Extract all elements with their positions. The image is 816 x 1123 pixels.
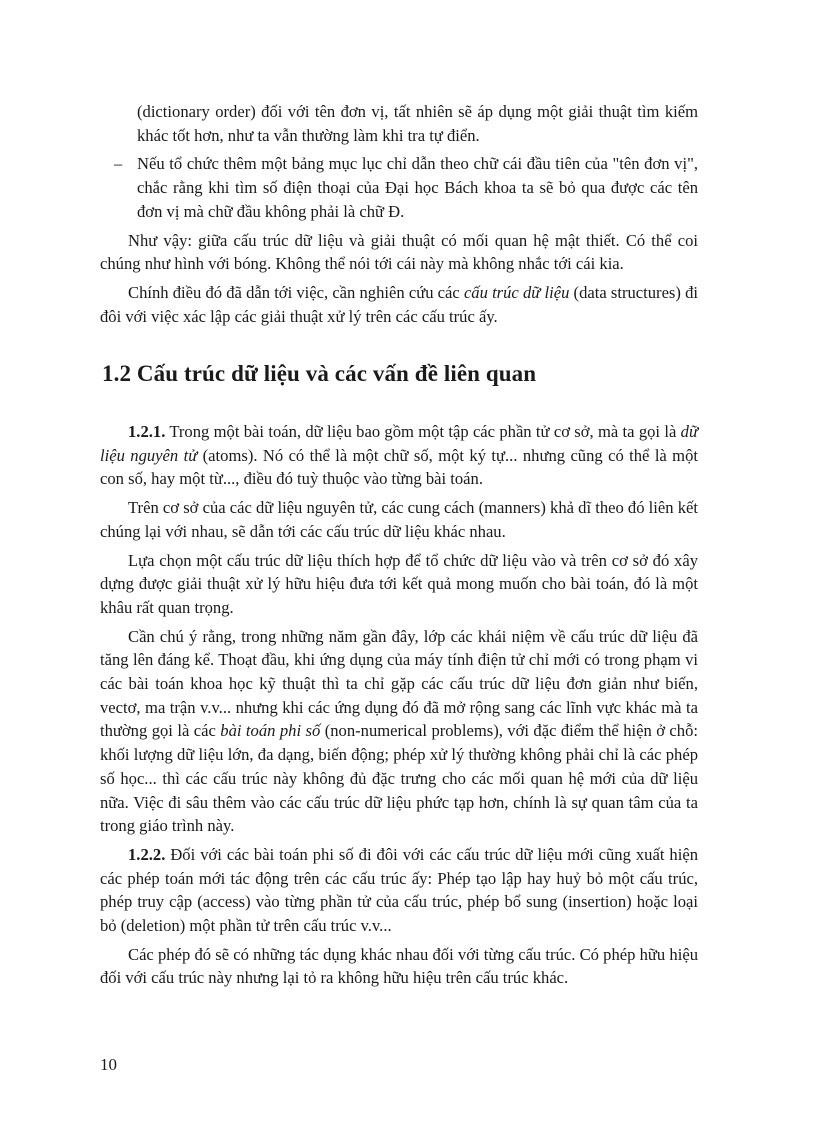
intro-block: [100, 100, 698, 328]
italic-term: bài toán phi số: [220, 721, 321, 741]
paragraph-1-2-2: 1.2.2. Đối với các bài toán phi số đi đôi với các cấu trúc dữ liệu mới cũng xuất hiện các phép toán mới tác động trên các cấu trúc ấy: Phép tạo lập hay huỷ bỏ một cấu trúc, phép truy cập (access) vào từng phần tử của cấu trúc, phép bổ sung (insertion) hoặc loại bỏ (deletion) một phần tử trên cấu trúc v.v...: [100, 844, 698, 936]
dash-bullet: –: [114, 154, 123, 174]
paragraph: Như vậy: giữa cấu trúc dữ liệu và giải thuật có mối quan hệ mật thiết. Có thể coi chúng như hình với bóng. Không thể nói tới cái này mà không nhắc tới cái kia.: [100, 230, 698, 274]
italic-term: cấu trúc dữ liệu: [463, 282, 570, 302]
list-item-text: Nếu tổ chức thêm một bảng mục lục chỉ dẫn theo chữ cái đầu tiên của "tên đơn vị", chắc rằng khi tìm số điện thoại của Đại học Bách khoa ta sẽ bỏ qua được các tên đơn vị mà chữ đầu không phải là chữ Đ.: [137, 154, 698, 221]
italic-term: dữ liệu nguyên tử: [100, 422, 698, 465]
item-number: 1.2.1.: [128, 422, 166, 441]
item-number: 1.2.2.: [128, 844, 166, 864]
paragraph: Cần chú ý rằng, trong những năm gần đây, lớp các khái niệm về cấu trúc dữ liệu đã tăng lên đáng kể. Thoạt đầu, khi ứng dụng của máy tính điện tử chỉ mới có trong phạm vi các bài toán khoa học kỹ thuật thì ta chỉ gặp các cấu trúc dữ liệu đơn giản như biến, vectơ, ma trận v.v... nhưng khi các ứng dụng đó đã mở rộng sang các lĩnh vực khác mà ta thường gọi là các bài toán phi số (non-numerical problems), với đặc điểm thể hiện ở chỗ: khối lượng dữ liệu lớn, đa dạng, biến động; phép xử lý thường không phải chỉ là các phép số học... thì các cấu trúc này không đủ đặc trưng cho các mối quan hệ mới của dữ liệu nữa. Việc đi sâu thêm vào các cấu trúc dữ liệu phức tạp hơn, chính là sự quan tâm của ta trong giáo trình này.: [100, 626, 698, 836]
list-item: [100, 152, 698, 223]
paragraph: Lựa chọn một cấu trúc dữ liệu thích hợp để tổ chức dữ liệu vào và trên cơ sở đó xây dựng được giải thuật xử lý hữu hiệu đưa tới kết quả mong muốn cho bài toán, đó là một khâu rất quan trọng.: [100, 550, 698, 617]
page-number: 10: [100, 1055, 117, 1074]
list-continuation: (dictionary order) đối với tên đơn vị, tất nhiên sẽ áp dụng một giải thuật tìm kiếm khác tốt hơn, như ta vẫn thường làm khi tra tự điển.: [137, 102, 698, 145]
section-body: [100, 420, 698, 990]
paragraph-1-2-1: 1.2.1. Trong một bài toán, dữ liệu bao gồm một tập các phần tử cơ sở, mà ta gọi là dữ liệu nguyên tử (atoms). Nó có thể là một chữ số, một ký tự... nhưng cũng có thể là một con số, hay một từ..., điều đó tuỳ thuộc vào từng bài toán.: [100, 422, 699, 489]
paragraph: Chính điều đó đã dẫn tới việc, cần nghiên cứu các cấu trúc dữ liệu (data structures) đi đôi với việc xác lập các giải thuật xử lý trên các cấu trúc ấy.: [100, 282, 698, 326]
paragraph: Trên cơ sở của các dữ liệu nguyên tử, các cung cách (manners) khả dĩ theo đó liên kết chúng lại với nhau, sẽ dẫn tới các cấu trúc dữ liệu khác nhau.: [100, 498, 698, 541]
paragraph: Các phép đó sẽ có những tác dụng khác nhau đối với từng cấu trúc. Có phép hữu hiệu đối với cấu trúc này nhưng lại tỏ ra không hữu hiệu trên cấu trúc khác.: [100, 944, 698, 988]
section-heading: 1.2 Cấu trúc dữ liệu và các vấn đề liên quan: [102, 361, 537, 386]
